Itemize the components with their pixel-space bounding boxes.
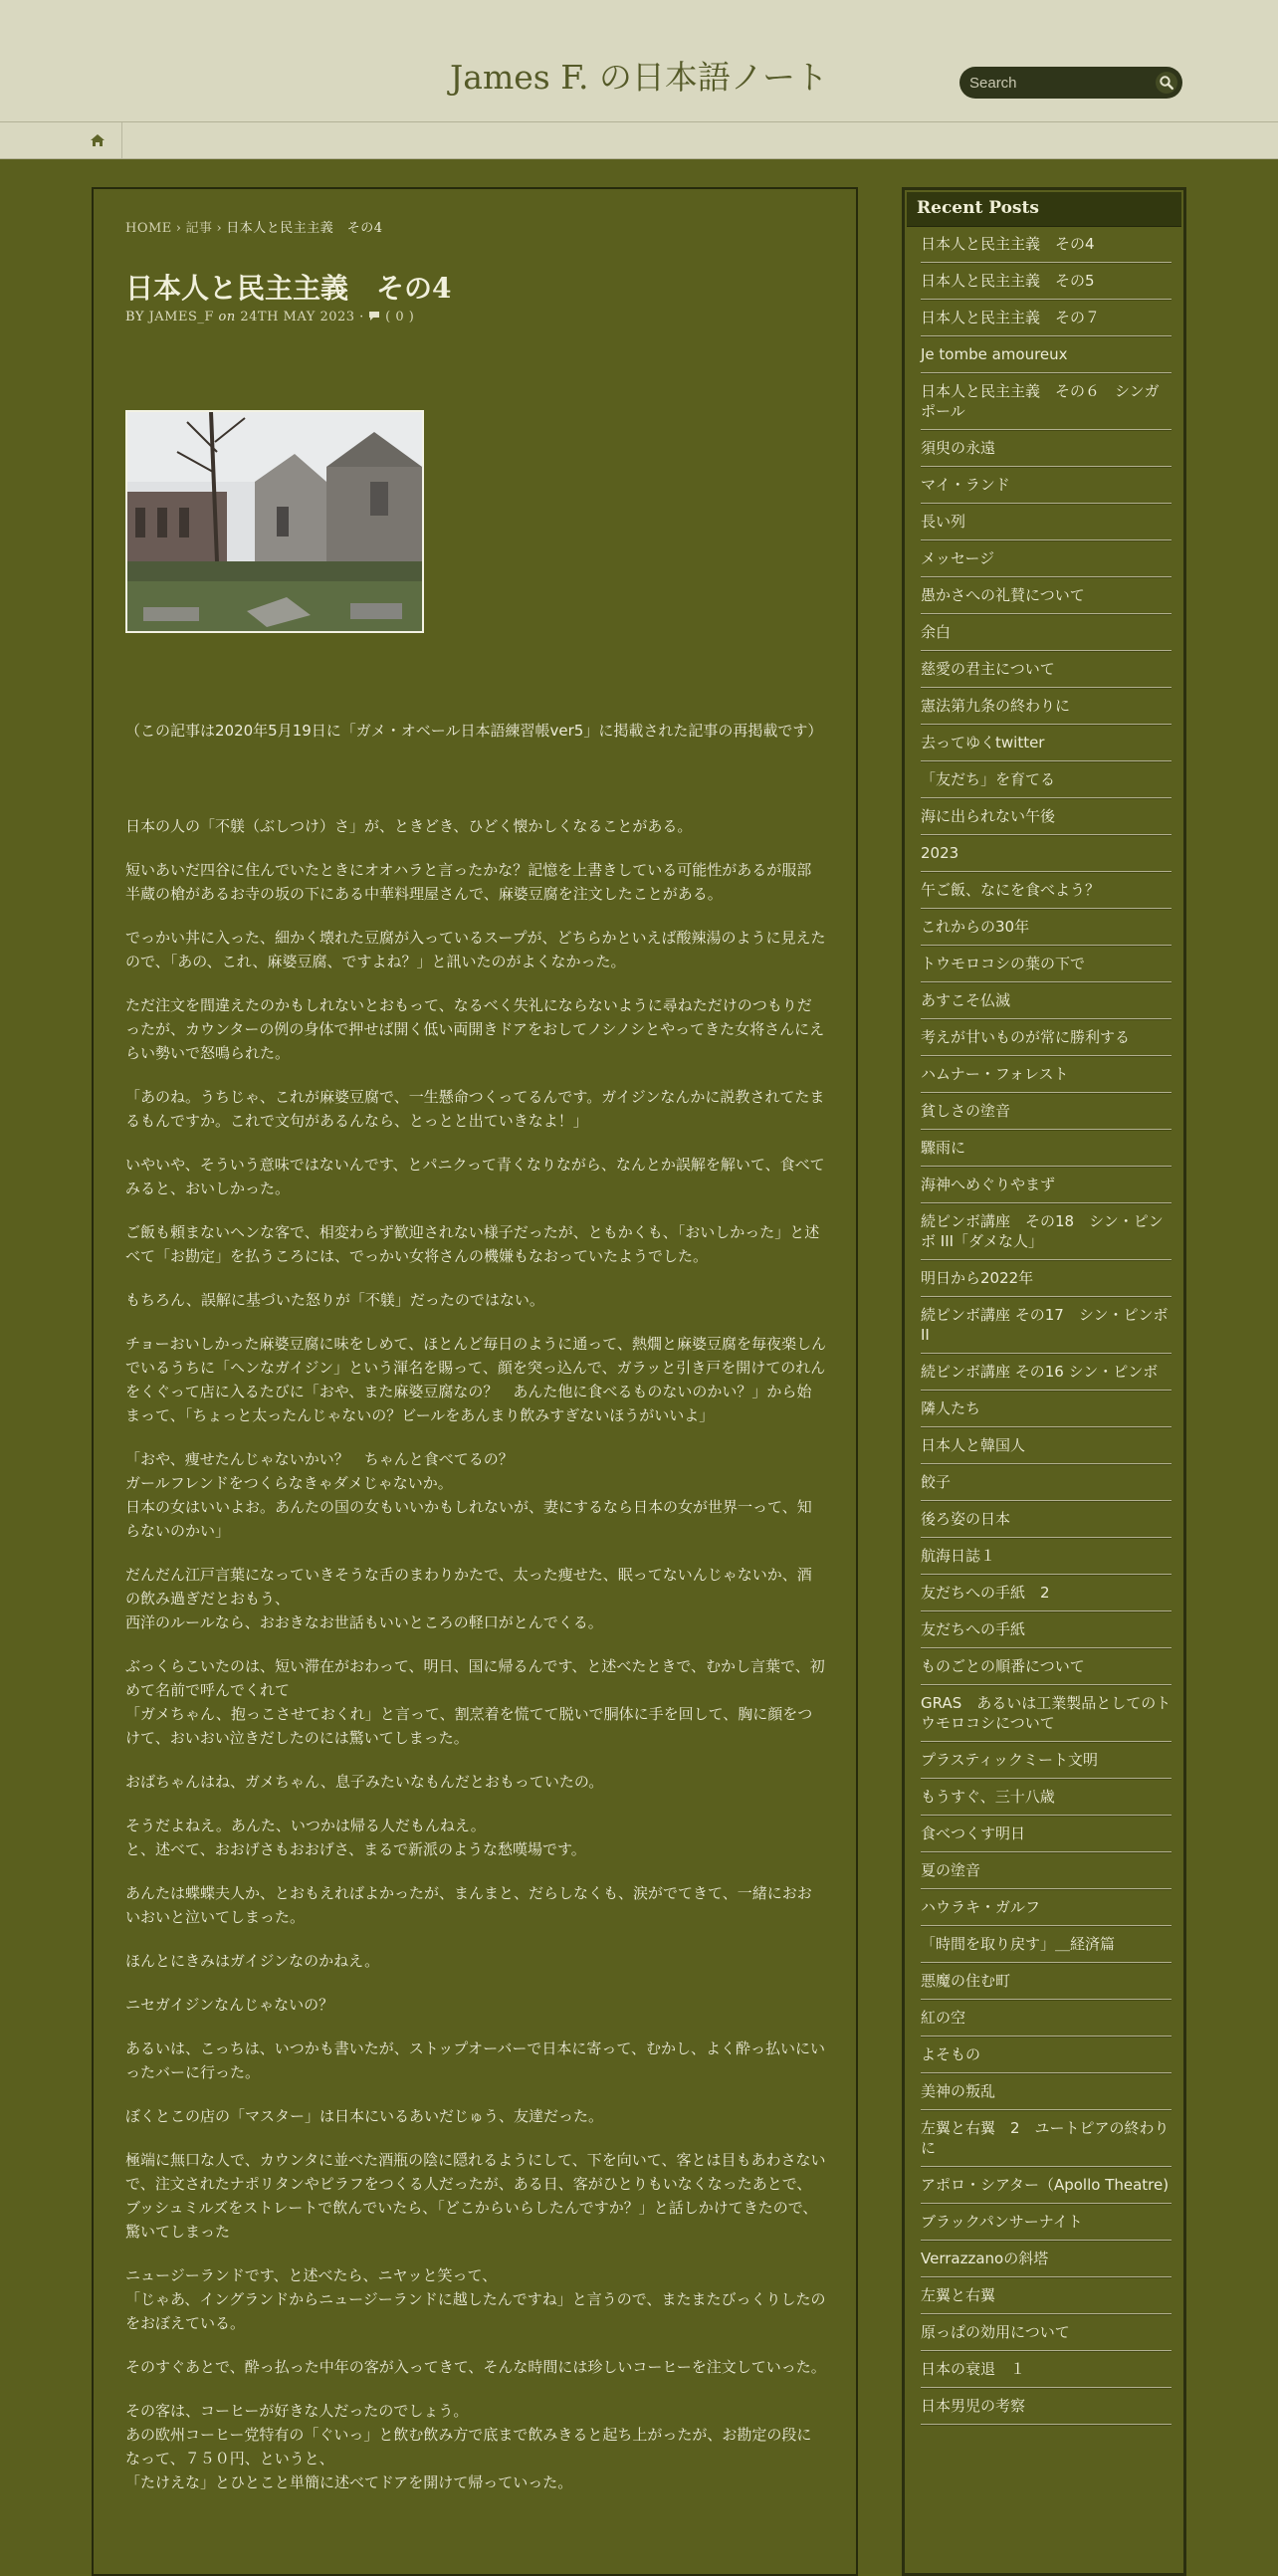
post-paragraph: 日本の人の「不躾（ぶしつけ）さ」が、ときどき、ひどく懐かしくなることがある。 xyxy=(125,817,693,835)
meta-on: on xyxy=(218,310,236,324)
post-paragraph: 「あのね。うちじゃ、これが麻婆豆腐で、一生懸命つくってるんです。ガイジンなんかに説教されてたまるもんですか。これで文句があるんなら、とっとと出ていきなよ！」 xyxy=(125,1088,825,1130)
post-date-link[interactable]: 24TH MAY 2023 xyxy=(240,310,355,324)
post-paragraph: 「おや、痩せたんじゃないかい？ ちゃんと食べてるの？ ガールフレンドをつくらなきゃダメじゃないか。 日本の女はいいよお。あんたの国の女もいいかもしれないが、妻にするなら日本の女が世界一って、知らないのかい」 xyxy=(125,1450,812,1540)
recent-post-link[interactable]: 後ろ姿の日本 xyxy=(921,1501,1172,1538)
recent-post-link[interactable]: これからの30年 xyxy=(921,909,1172,946)
recent-post-link[interactable]: 友だちへの手紙 xyxy=(921,1611,1172,1648)
recent-post-link[interactable]: プラスティックミート文明 xyxy=(921,1742,1172,1779)
recent-post-link[interactable]: 考えが甘いものが常に勝利する xyxy=(921,1019,1172,1056)
recent-post-link[interactable]: 去ってゆくtwitter xyxy=(921,725,1172,761)
recent-post-link[interactable]: 左翼と右翼 2 ユートピアの終わりに xyxy=(921,2110,1172,2167)
post-paragraph: ご飯も頼まないヘンな客で、相変わらず歓迎されない様子だったが、ともかくも、「おいしかった」と述べて「お勘定」を払うころには、でっかい女将さんの機嫌もなおっていたようでした。 xyxy=(125,1223,820,1265)
post-paragraph: そうだよねえ。あんた、いつかは帰る人だもんねえ。 と、述べて、おおげさもおおげさ、まるで新派のような愁嘆場です。 xyxy=(125,1817,586,1858)
churchyard-photo xyxy=(127,412,422,631)
site-header xyxy=(0,0,1278,121)
recent-post-link[interactable]: もうすぐ、三十八歳 xyxy=(921,1779,1172,1816)
recent-post-link[interactable]: 長い列 xyxy=(921,504,1172,540)
recent-post-link[interactable]: 友だちへの手紙 2 xyxy=(921,1575,1172,1611)
post-paragraph: だんだん江戸言葉になっていきそうな舌のまわりかたで、太った痩せた、眠ってないんじゃないか、酒の飲み過ぎだとおもう、 西洋のルールなら、おおきなお世話もいいところの軽口がとんでくる。 xyxy=(125,1566,812,1631)
search-input[interactable] xyxy=(969,67,1145,99)
sidebar-title: Recent Posts xyxy=(917,198,1039,218)
recent-post-link[interactable]: 須臾の永遠 xyxy=(921,430,1172,467)
main-content xyxy=(92,187,858,2576)
recent-post-link[interactable]: 余白 xyxy=(921,614,1172,651)
recent-post-link[interactable]: ものごとの順番について xyxy=(921,1648,1172,1685)
recent-post-link[interactable]: 日本人と民主主義 その７ xyxy=(921,300,1172,336)
breadcrumb xyxy=(125,217,826,236)
recent-post-link[interactable]: アポロ・シアター（Apollo Theatre) xyxy=(921,2167,1172,2204)
meta-by: BY xyxy=(125,310,144,324)
search-box xyxy=(959,67,1182,99)
post-paragraph: いやいや、そういう意味ではないんです、とパニクって青くなりながら、なんとか誤解を解いて、食べてみると、おいしかった。 xyxy=(125,1156,825,1197)
home-icon xyxy=(90,133,106,147)
recent-post-link[interactable]: 憲法第九条の終わりに xyxy=(921,688,1172,725)
comment-icon xyxy=(368,311,380,322)
post-paragraph: おばちゃんはね、ガメちゃん、息子みたいなもんだとおもっていたの。 xyxy=(125,1773,604,1791)
recent-post-link[interactable]: 海神へめぐりやまず xyxy=(921,1167,1172,1203)
post-paragraph: でっかい丼に入った、細かく壊れた豆腐が入っているスープが、どちらかといえば酸辣湯のように見えたので、「あの、これ、麻婆豆腐、ですよね？」と訊いたのがよくなかった。 xyxy=(125,929,826,970)
recent-post-link[interactable]: マイ・ランド xyxy=(921,467,1172,504)
search-icon xyxy=(1159,75,1174,91)
post-paragraph: 極端に無口な人で、カウンタに並べた酒瓶の陰に隠れるようにして、下を向いて、客とは目もあわさないで、注文されたナポリタンやピラフをつくる人だったが、ある日、客がひとりもいなくなったあとで、ブッシュミルズをストレートで飲んでいたら、「どこからいらしたんですか？」と話しかけてきたので、驚いてしまった xyxy=(125,2151,826,2241)
post-paragraph: そのすぐあとで、酔っ払った中年の客が入ってきて、そんな時間には珍しいコーヒーを注文していった。 xyxy=(125,2358,826,2376)
recent-post-link[interactable]: 日本人と民主主義 その5 xyxy=(921,263,1172,300)
recent-post-link[interactable]: 左翼と右翼 xyxy=(921,2277,1172,2314)
comments-open: ( xyxy=(385,310,391,324)
breadcrumb-category[interactable]: 記事 xyxy=(185,221,213,236)
recent-post-link[interactable]: 続ピンボ講座 その17 シン・ピンボ II xyxy=(921,1297,1172,1354)
recent-post-link[interactable]: メッセージ xyxy=(921,540,1172,577)
breadcrumb-separator: › xyxy=(216,221,223,236)
recent-post-link[interactable]: 餃子 xyxy=(921,1464,1172,1501)
recent-post-link[interactable]: 海に出られない午後 xyxy=(921,798,1172,835)
search-button[interactable] xyxy=(1156,72,1177,94)
comments-count: 0 xyxy=(395,310,405,324)
breadcrumb-home[interactable]: HOME xyxy=(125,221,172,236)
breadcrumb-current: 日本人と民主主義 その4 xyxy=(226,221,383,236)
meta-dot: · xyxy=(359,310,364,324)
post-paragraph: あんたは蝶蝶夫人か、とおもえればよかったが、まんまと、だらしなくも、涙がでてきて、一緒におおいおいと泣いてしまった。 xyxy=(125,1884,812,1926)
recent-post-link[interactable]: 原っぱの効用について xyxy=(921,2314,1172,2351)
recent-post-link[interactable]: 続ピンボ講座 その18 シン・ピンボ III「ダメな人」 xyxy=(921,1203,1172,1260)
recent-post-link[interactable]: 「友だち」を育てる xyxy=(921,761,1172,798)
recent-post-link[interactable]: 愚かさへの礼賛について xyxy=(921,577,1172,614)
recent-post-link[interactable]: 紅の空 xyxy=(921,2000,1172,2037)
post-paragraph: ぶっくらこいたのは、短い滞在がおわって、明日、国に帰るんです、と述べたときで、むかし言葉で、初めて名前で呼んでくれて 「ガメちゃん、抱っこさせておくれ」と言って、割烹着を慌てて脱いで胴体に手を回して、胸に顔をつけて、おいおい泣きだしたのには驚いてしまった。 xyxy=(125,1657,825,1747)
recent-post-link[interactable]: 慈愛の君主について xyxy=(921,651,1172,688)
recent-post-link[interactable]: トウモロコシの葉の下で xyxy=(921,946,1172,982)
recent-post-link[interactable]: 驟雨に xyxy=(921,1130,1172,1167)
post-paragraph: チョーおいしかった麻婆豆腐に味をしめて、ほとんど毎日のように通って、熱燗と麻婆豆腐を毎夜楽しんでいるうちに「ヘンなガイジン」という渾名を賜って、顔を突っ込んで、ガラッと引き戸を開けてのれんをくぐって店に入るたびに「おや、また麻婆豆腐なの？ あんた他に食べるものないのかい？」から始まって、「ちょっと太ったんじゃないの？ビールをあんまり飲みすぎないほうがいいよ」 xyxy=(125,1335,826,1424)
post-paragraph: あるいは、こっちは、いつかも書いたが、ストップオーバーで日本に寄って、むかし、よく酔っ払いにいったバーに行った。 xyxy=(125,2039,826,2081)
recent-post-link[interactable]: 続ピンボ講座 その16 シン・ピンボ xyxy=(921,1354,1172,1391)
post-paragraph: ほんとにきみはガイジンなのかねえ。 xyxy=(125,1952,380,1970)
recent-post-link[interactable]: Je tombe amoureux xyxy=(921,336,1172,373)
recent-post-link[interactable]: 日本人と民主主義 その６ シンガポール xyxy=(921,373,1172,430)
post-paragraph: ニュージーランドです、と述べたら、ニヤッと笑って、 「じゃあ、イングランドからニュージーランドに越したんですね」と言うので、またまたびっくりしたのをおぼえている。 xyxy=(125,2266,826,2332)
recent-post-link[interactable]: 食べつくす明日 xyxy=(921,1816,1172,1852)
recent-post-link[interactable]: あすこそ仏滅 xyxy=(921,982,1172,1019)
post-paragraph: ぼくとこの店の「マスター」は日本にいるあいだじゅう、友達だった。 xyxy=(125,2107,604,2125)
recent-posts-list xyxy=(921,226,1172,2425)
post-paragraph: （この記事は2020年5月19日に「ガメ・オベール日本語練習帳ver5」に掲載された記事の再掲載です） xyxy=(125,722,823,740)
post-paragraph: ただ注文を間違えたのかもしれないとおもって、なるべく失礼にならないように尋ねただけのつもりだったが、カウンターの例の身体で押せば開く低い両開きドアをおしてノシノシとやってきた女将さんにえらい勢いで怒鳴られた。 xyxy=(125,996,825,1062)
recent-post-link[interactable]: 午ご飯、なにを食べよう？ xyxy=(921,872,1172,909)
nav-bar xyxy=(0,121,1278,159)
author-link[interactable]: JAMES_F xyxy=(148,310,214,324)
post-image-churchyard[interactable] xyxy=(125,410,424,633)
recent-post-link[interactable]: 日本人と韓国人 xyxy=(921,1427,1172,1464)
recent-post-link[interactable]: 「時間を取り戻す」＿経済篇 xyxy=(921,1926,1172,1963)
recent-post-link[interactable]: 2023 xyxy=(921,835,1172,872)
recent-post-link[interactable]: GRAS あるいは工業製品としてのトウモロコシについて xyxy=(921,1685,1172,1742)
recent-post-link[interactable]: 隣人たち xyxy=(921,1391,1172,1427)
breadcrumb-separator: › xyxy=(175,221,182,236)
sidebar-recent-posts xyxy=(902,187,1186,2576)
comments-close: ) xyxy=(408,310,415,324)
recent-post-link[interactable]: 夏の塗音 xyxy=(921,1852,1172,1889)
post-paragraph: ニセガイジンなんじゃないの？ xyxy=(125,1996,334,2014)
recent-post-link[interactable]: ハウラキ・ガルフ xyxy=(921,1889,1172,1926)
recent-post-link[interactable]: 悪魔の住む町 xyxy=(921,1963,1172,2000)
post-title: 日本人と民主主義 その4 xyxy=(125,272,452,305)
post-paragraph: その客は、コーヒーが好きな人だったのでしょう。 あの欧州コーヒー党特有の「ぐいっ」と飲む飲み方で底まで飲みきると起ち上がったが、お勘定の段になって、７５０円、というと、 「たけえな」とひとこと単簡に述べてドアを開けて帰っていった。 xyxy=(125,2402,812,2491)
recent-post-link[interactable]: よそもの xyxy=(921,2037,1172,2073)
post-paragraph: もちろん、誤解に基づいた怒りが「不躾」だったのではない。 xyxy=(125,1291,544,1309)
recent-post-link[interactable]: 日本人と民主主義 その4 xyxy=(921,226,1172,263)
recent-post-link[interactable]: 航海日誌１ xyxy=(921,1538,1172,1575)
recent-post-link[interactable]: 明日から2022年 xyxy=(921,1260,1172,1297)
recent-post-link[interactable]: Verrazzanoの斜塔 xyxy=(921,2241,1172,2277)
post-meta xyxy=(125,310,826,324)
recent-post-link[interactable]: 日本男児の考察 xyxy=(921,2388,1172,2425)
recent-post-link[interactable]: ブラックパンサーナイト xyxy=(921,2204,1172,2241)
home-link[interactable] xyxy=(74,122,122,158)
post-paragraph: 短いあいだ四谷に住んでいたときにオオハラと言ったかな？記憶を上書きしている可能性があるが服部半蔵の槍があるお寺の坂の下にある中華料理屋さんで、麻婆豆腐を注文したことがある。 xyxy=(125,861,812,903)
recent-post-link[interactable]: 日本の衰退 １ xyxy=(921,2351,1172,2388)
sidebar-header xyxy=(907,192,1181,227)
comments-link[interactable] xyxy=(385,310,414,324)
recent-post-link[interactable]: 貧しさの塗音 xyxy=(921,1093,1172,1130)
site-title[interactable]: James F. の日本語ノート xyxy=(450,58,828,97)
recent-post-link[interactable]: 美神の叛乱 xyxy=(921,2073,1172,2110)
recent-post-link[interactable]: ハムナー・フォレスト xyxy=(921,1056,1172,1093)
post-content xyxy=(125,719,826,2494)
